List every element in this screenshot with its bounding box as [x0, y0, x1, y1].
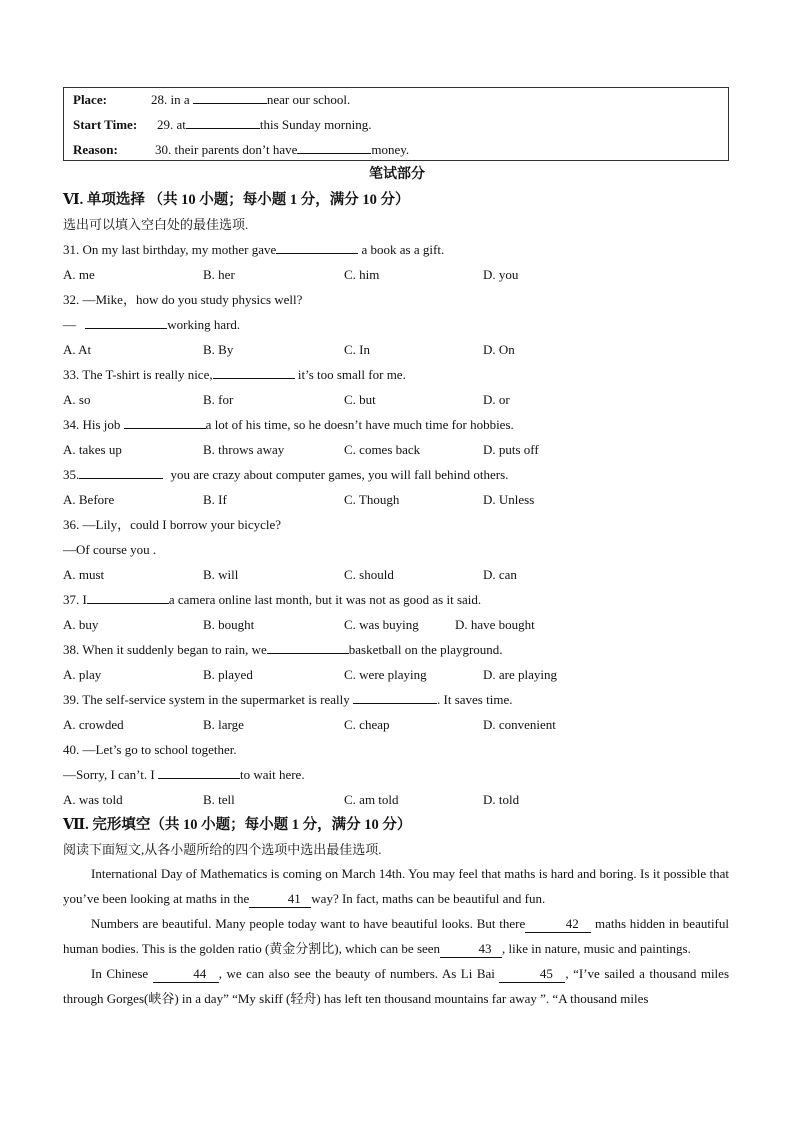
info-table — [63, 87, 729, 161]
question-36-reply: —Of course you . — [63, 542, 157, 557]
option-a[interactable]: A. At — [63, 342, 92, 357]
option-d[interactable]: D. have bought — [455, 617, 535, 632]
option-d[interactable]: D. or — [483, 392, 510, 407]
info-row-place — [73, 90, 350, 110]
question-35 — [63, 465, 508, 485]
option-c[interactable]: C. am told — [344, 792, 399, 807]
passage-paragraph — [63, 861, 729, 911]
option-b[interactable]: B. If — [203, 492, 227, 507]
option-b[interactable]: B. By — [203, 342, 234, 357]
question-32: 32. —Mike，how do you study physics well? — [63, 292, 303, 307]
passage-text: Numbers are beautiful. Many people today want to have beautiful looks. But there — [91, 916, 526, 931]
answer-blank[interactable] — [186, 116, 260, 129]
option-d[interactable]: D. On — [483, 342, 515, 357]
question-stem: a book as a gift. — [361, 242, 445, 257]
option-b[interactable]: B. throws away — [203, 442, 285, 457]
option-c[interactable]: C. him — [344, 267, 380, 282]
question-37 — [63, 590, 481, 610]
question-stem: 39. The self-service system in the supermarket is really — [63, 692, 350, 707]
question-31 — [63, 240, 444, 260]
question-stem: a lot of his time, so he doesn’t have much time for hobbies. — [205, 417, 514, 432]
answer-blank[interactable] — [297, 141, 371, 154]
cloze-passage — [63, 861, 729, 1011]
info-label: Reason: — [73, 142, 118, 157]
reply-text: working hard. — [167, 317, 241, 332]
passage-text: maths hidden in beautiful human bodies. This is the golden ratio (黄金分割比), which can be seen — [63, 916, 729, 956]
option-a[interactable]: A. must — [63, 567, 105, 582]
answer-blank[interactable] — [276, 241, 358, 254]
info-row-start-time — [73, 115, 371, 135]
info-label: Place: — [73, 92, 107, 107]
option-a[interactable]: A. buy — [63, 617, 99, 632]
question-stem: 37. I — [63, 592, 87, 607]
question-stem: 38. When it suddenly began to rain, we — [63, 642, 267, 657]
option-b[interactable]: B. played — [203, 667, 253, 682]
option-a[interactable]: A. play — [63, 667, 102, 682]
info-text: 29. at — [157, 117, 186, 132]
passage-text: , “I’ve sailed a thousand miles through Gorges(峡谷) in a day” “My skiff (轻舟) has left ten thousand mountains far away ”. “A thousand miles — [63, 966, 729, 1006]
question-stem: . It saves time. — [437, 692, 513, 707]
option-d[interactable]: D. are playing — [483, 667, 558, 682]
option-d[interactable]: D. can — [483, 567, 517, 582]
question-stem: basketball on the playground. — [348, 642, 503, 657]
reply-text: to wait here. — [239, 767, 305, 782]
section-6-instruction: 选出可以填入空白处的最佳选项. — [63, 217, 249, 232]
cloze-blank-42[interactable]: 42 — [525, 916, 591, 933]
option-d[interactable]: D. convenient — [483, 717, 556, 732]
passage-text: , we can also see the beauty of numbers. As Li Bai — [218, 966, 495, 981]
option-a[interactable]: A. me — [63, 267, 95, 282]
question-stem: 35. — [63, 467, 80, 482]
question-stem: it’s too small for me. — [297, 367, 406, 382]
option-d[interactable]: D. puts off — [483, 442, 539, 457]
reply-text: — — [63, 317, 76, 332]
info-text: 28. in a — [151, 92, 190, 107]
question-stem: you are crazy about computer games, you will fall behind others. — [170, 467, 509, 482]
question-stem: 33. The T-shirt is really nice, — [63, 367, 213, 382]
question-stem: 34. His job — [63, 417, 121, 432]
question-40: 40. —Let’s go to school together. — [63, 742, 237, 757]
answer-blank[interactable] — [87, 591, 169, 604]
passage-text: In Chinese — [91, 966, 149, 981]
info-text: near our school. — [266, 92, 351, 107]
info-row-reason — [73, 140, 409, 160]
option-a[interactable]: A. was told — [63, 792, 123, 807]
question-33 — [63, 365, 406, 385]
answer-blank[interactable] — [124, 416, 206, 429]
option-c[interactable]: C. comes back — [344, 442, 421, 457]
option-c[interactable]: C. but — [344, 392, 376, 407]
answer-blank[interactable] — [267, 641, 349, 654]
written-part-title: 笔试部分 — [369, 167, 425, 182]
option-b[interactable]: B. large — [203, 717, 244, 732]
option-b[interactable]: B. tell — [203, 792, 235, 807]
cloze-blank-43[interactable]: 43 — [440, 941, 502, 958]
option-c[interactable]: C. cheap — [344, 717, 390, 732]
cloze-blank-45[interactable]: 45 — [499, 966, 565, 983]
info-text: money. — [371, 142, 410, 157]
option-c[interactable]: C. should — [344, 567, 394, 582]
question-38 — [63, 640, 503, 660]
passage-paragraph — [63, 961, 729, 1011]
answer-blank[interactable] — [158, 766, 240, 779]
option-c[interactable]: C. In — [344, 342, 370, 357]
option-c[interactable]: C. were playing — [344, 667, 427, 682]
option-b[interactable]: B. for — [203, 392, 234, 407]
answer-blank[interactable] — [353, 691, 437, 704]
option-a[interactable]: A. crowded — [63, 717, 124, 732]
info-label: Start Time: — [73, 117, 138, 132]
info-text: this Sunday morning. — [259, 117, 372, 132]
section-7-heading: Ⅶ. 完形填空（共 10 小题；每小题 1 分，满分 10 分） — [63, 817, 412, 833]
option-b[interactable]: B. bought — [203, 617, 255, 632]
question-40-reply — [63, 765, 305, 785]
passage-text: way? In fact, maths can be beautiful and fun. — [311, 891, 546, 906]
answer-blank[interactable] — [213, 366, 295, 379]
answer-blank[interactable] — [193, 91, 267, 104]
cloze-blank-41[interactable]: 41 — [249, 891, 311, 908]
cloze-blank-44[interactable]: 44 — [153, 966, 219, 983]
option-d[interactable]: D. told — [483, 792, 520, 807]
option-b[interactable]: B. her — [203, 267, 235, 282]
option-d[interactable]: D. you — [483, 267, 519, 282]
info-text: 30. their parents don’t have — [155, 142, 298, 157]
section-7-instruction: 阅读下面短文,从各小题所给的四个选项中选出最佳选项. — [63, 842, 382, 857]
passage-text: International Day of Mathematics is coming on March 14th. You may feel that maths is hard and boring. Is it possible that you’ve been looking at maths in the — [63, 866, 729, 906]
option-a[interactable]: A. so — [63, 392, 91, 407]
section-6-heading: Ⅵ. 单项选择 （共 10 小题；每小题 1 分，满分 10 分） — [63, 192, 410, 208]
option-a[interactable]: A. Before — [63, 492, 115, 507]
option-a[interactable]: A. takes up — [63, 442, 122, 457]
answer-blank[interactable] — [85, 316, 167, 329]
question-stem: a camera online last month, but it was not as good as it said. — [168, 592, 482, 607]
question-36: 36. —Lily，could I borrow your bicycle? — [63, 517, 282, 532]
question-32-reply — [63, 315, 240, 335]
option-c[interactable]: C. was buying — [344, 617, 419, 632]
option-d[interactable]: D. Unless — [483, 492, 535, 507]
answer-blank[interactable] — [79, 466, 163, 479]
option-b[interactable]: B. will — [203, 567, 239, 582]
option-c[interactable]: C. Though — [344, 492, 400, 507]
reply-text: —Sorry, I can’t. I — [63, 767, 155, 782]
passage-paragraph — [63, 911, 729, 961]
passage-text: , like in nature, music and paintings. — [502, 941, 691, 956]
question-39 — [63, 690, 512, 710]
question-34 — [63, 415, 514, 435]
question-stem: 31. On my last birthday, my mother gave — [63, 242, 277, 257]
